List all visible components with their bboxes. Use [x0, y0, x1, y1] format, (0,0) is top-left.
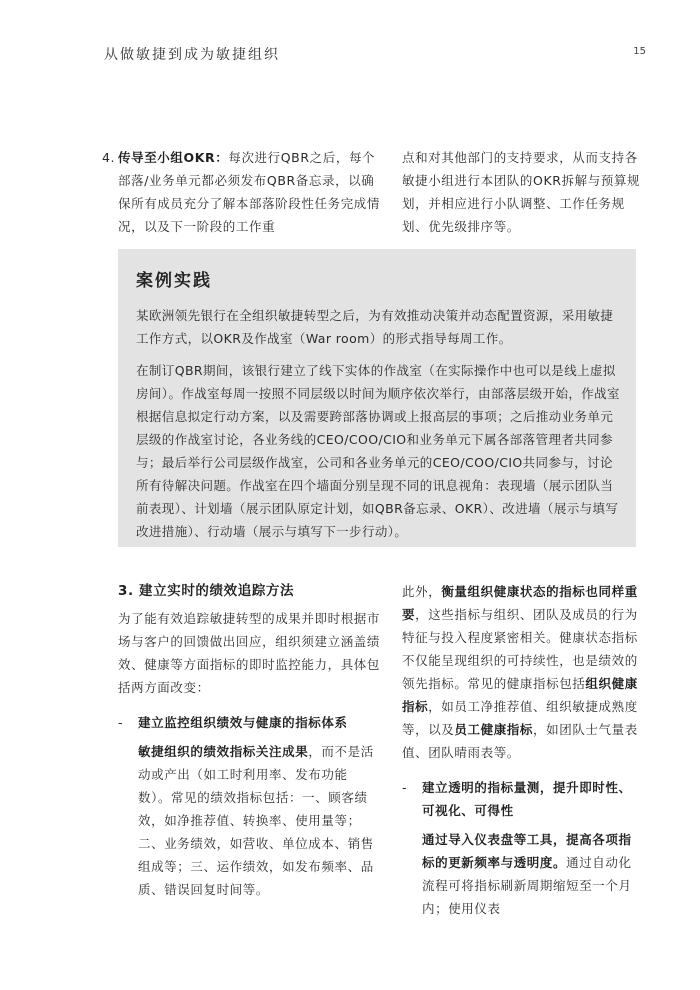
item-bold-lead: 传导至小组OKR：: [118, 150, 229, 165]
section-heading: 3. 建立实时的绩效追踪方法: [118, 583, 295, 599]
bullet-item-1: [118, 711, 380, 734]
section3-right-column: [402, 580, 644, 920]
list-number: 4.: [102, 150, 116, 165]
top-right-column: [402, 146, 644, 238]
case-paragraph-1: 某欧洲领先银行在全组织敏捷转型之后，为有效推动决策并动态配置资源，采用敏捷工作方式，以OKR及作战室（War room）的形式指导每周工作。: [136, 308, 614, 346]
bullet-1-text: ，而不是活动或产出（如工时利用率、发布功能数）。常见的绩效指标包括：一、顾客绩效，如净推荐值、转换率、使用量等；二、业务绩效，如营收、单位成本、销售组成等；三、运作绩效，如发布频率、品质、错误回复时间等。: [138, 744, 374, 897]
bullet-2-body: [402, 828, 644, 920]
top-left-column: [102, 146, 381, 238]
case-practice-box: [118, 249, 636, 547]
bullet-1-body: [118, 740, 380, 901]
text-span: ，如团队士气量表值、团队晴雨表等。: [402, 722, 638, 760]
bold-span: 组织健康指标: [402, 676, 638, 714]
section3-left-column: [118, 580, 380, 901]
case-title: 案例实践: [136, 271, 212, 291]
bold-span: 衡量组织健康状态的指标也同样重要: [402, 584, 638, 622]
page-number: 15: [633, 46, 646, 57]
bullet-1-bold-lead: 敏捷组织的绩效指标关注成果: [138, 744, 309, 759]
item-text: 每次进行QBR之后，每个部落/业务单元都必须发布QBR备忘录，以确保所有成员充分了解本部落阶段性任务完成情况，以及下一阶段的工作重: [118, 150, 381, 234]
case-body: [136, 304, 624, 552]
text-span: ，这些指标与组织、团队及成员的行为特征与投入程度紧密相关。健康状态指标不仅能呈现组织的可持续性，也是绩效的领先指标。常见的健康指标包括: [402, 607, 638, 691]
bold-span: 员工健康指标: [454, 722, 534, 737]
bullet-2-bold-lead: 通过导入仪表盘等工具，提高各项指标的更新频率与透明度。: [422, 832, 632, 870]
bullet-title: 建立透明的指标量测，提升即时性、可视化、可得性: [422, 780, 632, 818]
bullet-dash: -: [402, 780, 408, 795]
health-paragraph: [402, 580, 644, 764]
section-intro: 为了能有效追踪敏捷转型的成果并即时根据市场与客户的回馈做出回应，组织须建立涵盖绩效、健康等方面指标的即时监控能力，具体包括两方面改变：: [118, 611, 381, 695]
text-span: 此外，: [402, 584, 442, 599]
case-paragraph-2: 在制订QBR期间，该银行建立了线下实体的作战室（在实际操作中也可以是线上虚拟房间）。作战室每周一按照不同层级以时间为顺序依次举行，由部落层级开始，作战室根据信息拟定行动方案，以及需要跨部落协调或上报高层的事项；之后推动业务单元层级的作战室讨论，各业务线的CEO/COO/CIO和业务单元下属各部落管理者共同参与；最后举行公司层级作战室，公司和各业务单元的CEO/COO/CIO共同参与，讨论所有待解决问题。作战室在四个墙面分别呈现不同的讯息视角：表现墙（展示团队当前表现）、计划墙（展示团队原定计划，如QBR备忘录、OKR）、改进墙（展示与填写改进措施）、行动墙（展示与填写下一步行动）。: [136, 363, 620, 539]
bullet-title: 建立监控组织绩效与健康的指标体系: [138, 715, 348, 730]
running-header-title: 从做敏捷到成为敏捷组织: [104, 47, 280, 63]
item-continuation: 点和对其他部门的支持要求，从而支持各敏捷小组进行本团队的OKR拆解与预算规划，并相应进行小队调整、工作任务规划、优先级排序等。: [402, 150, 641, 234]
bullet-2-text: 通过自动化流程可将指标刷新周期缩短至一个月内；使用仪表: [422, 855, 632, 916]
text-span: ，如员工净推荐值、组织敏捷成熟度等，以及: [402, 699, 638, 737]
bullet-item-2: [402, 776, 644, 822]
bullet-dash: -: [118, 715, 124, 730]
